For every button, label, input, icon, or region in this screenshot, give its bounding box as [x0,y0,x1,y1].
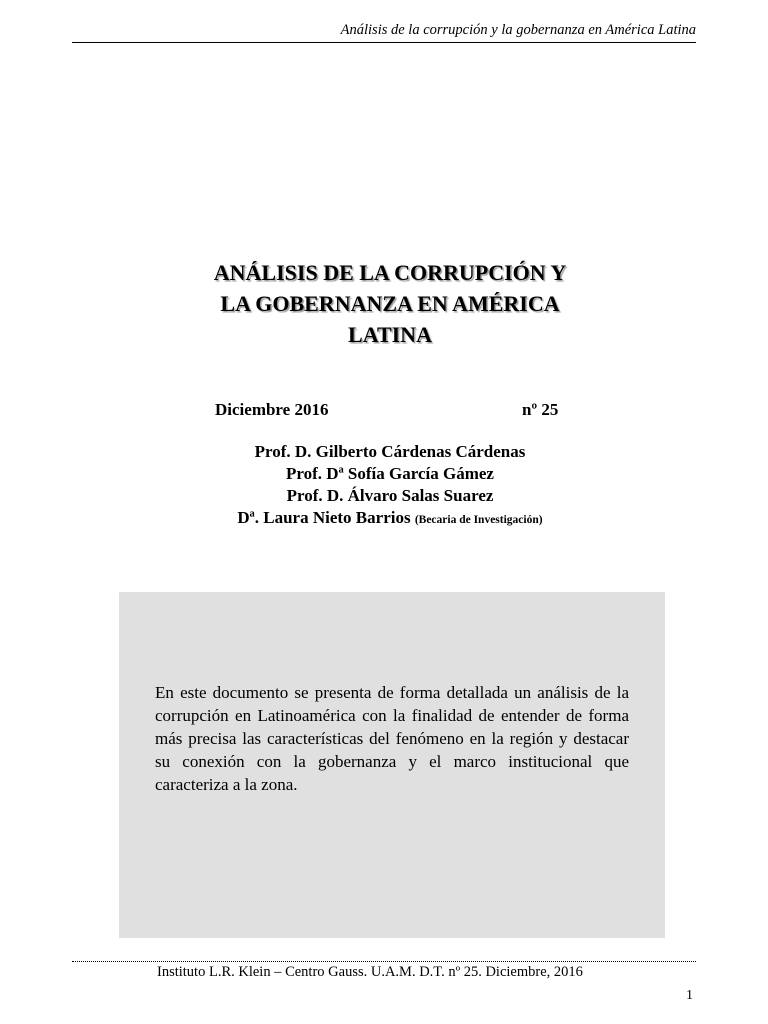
author-name: Prof. Dª Sofía García Gámez [286,464,494,483]
title-line-3: LATINA [348,322,432,347]
author-name: Dª. Laura Nieto Barrios [237,508,411,527]
footer-rule [72,961,696,962]
title-line-2: LA GOBERNANZA EN AMÉRICA [220,291,560,316]
title-line-1: ANÁLISIS DE LA CORRUPCIÓN Y [213,260,567,285]
author-name: Prof. D. Gilberto Cárdenas Cárdenas [254,442,526,461]
footer-text: Instituto L.R. Klein – Centro Gauss. U.A.M. D.T. nº 25. Diciembre, 2016 [157,964,583,980]
abstract-box [119,592,665,938]
author-item [170,463,610,485]
issue-number: nº 25 [522,400,559,419]
author-item [170,441,610,463]
author-item [170,507,610,531]
header-rule [72,42,696,43]
author-item [170,485,610,507]
author-role-note: (Becaria de Investigación) [414,514,543,526]
page-number: 1 [686,988,693,1003]
running-header: Análisis de la corrupción y la gobernanza en América Latina [340,22,696,38]
document-title [130,257,650,350]
abstract-text: En este documento se presenta de forma detallada un análisis de la corrupción en Latinoamérica con la finalidad de entender de forma más precisa las características del fenómeno en la región y destacar su conexión con la gobernanza y el marco institucional que caracteriza a la zona. [155,683,629,794]
publication-date: Diciembre 2016 [215,400,329,419]
author-name: Prof. D. Álvaro Salas Suarez [286,486,494,505]
author-list [170,441,610,531]
